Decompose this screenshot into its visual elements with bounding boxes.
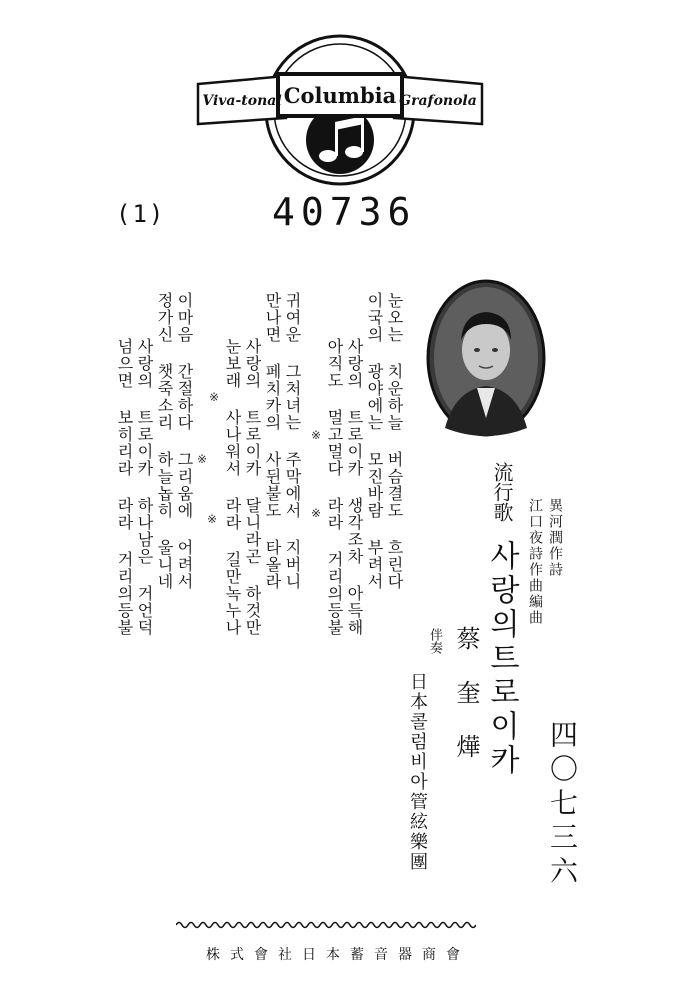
singer-portrait [425, 278, 547, 438]
logo-right-text: Grafonola [399, 93, 477, 109]
composer-credit: 江口夜詩作曲編曲 [527, 498, 543, 626]
lyric-line: 눈오는 치운하늘 버슴결도 흐린다 [385, 292, 404, 590]
wave-divider [176, 918, 476, 932]
publisher-footer: 株式會社日本蓄音器商會 [206, 947, 470, 963]
lyric-line: 이국의 광야에는 모진바람 부려서 [365, 292, 384, 590]
song-title: 사랑의트로이카 [484, 540, 519, 778]
lyric-line: 정가신 챗죽소리 하늘놉히 울니네 [155, 292, 174, 590]
lyric-line: 이마음 간절하다 그리움에 어려서 [175, 292, 194, 590]
lyric-line: 아직도 멀고멀다 라라 거리의등불 [325, 338, 344, 636]
record-number: 40736 [272, 190, 417, 234]
verse-separator: ※ [207, 390, 221, 404]
record-number-kanji: 四〇七三六 [546, 720, 579, 890]
lyric-line: 사랑의 트로이카 생각조차 아득해 [345, 338, 364, 636]
lyricist-credit: 異河潤作詩 [547, 498, 563, 578]
lyric-line: 귀여운 그처녀는 주막에서 지버니 [283, 292, 302, 590]
logo-brand: Columbia [283, 83, 397, 108]
lyric-line: 눈보래 사나워서 라라 길만녹누나 [223, 338, 242, 636]
verse-separator: ※ [309, 506, 323, 520]
logo-left-text: Viva-tonal [202, 93, 282, 109]
lyric-line: 사랑의 트로이카 달니라곤 하것만 [243, 338, 262, 636]
lyric-line: 사랑의 트로이카 하나남은 거언덕 [135, 338, 154, 636]
verse-separator: ※ [205, 512, 219, 526]
verse-separator: ※ [309, 428, 323, 442]
columbia-logo [190, 32, 490, 192]
side-number: (1) [116, 200, 166, 228]
accompaniment-label: 伴奏 [427, 628, 442, 654]
lyric-line: 넘으면 보히리라 라라 거리의등불 [115, 338, 134, 636]
orchestra-name: 日本콜럼비아管絃樂團 [407, 672, 428, 872]
genre-label: 流行歌 [490, 462, 514, 522]
lyric-line: 만나면 페치카의 사뒨불도 타올라 [263, 292, 282, 590]
singer-name: 蔡奎燁 [452, 626, 480, 788]
verse-separator: ※ [195, 452, 209, 466]
